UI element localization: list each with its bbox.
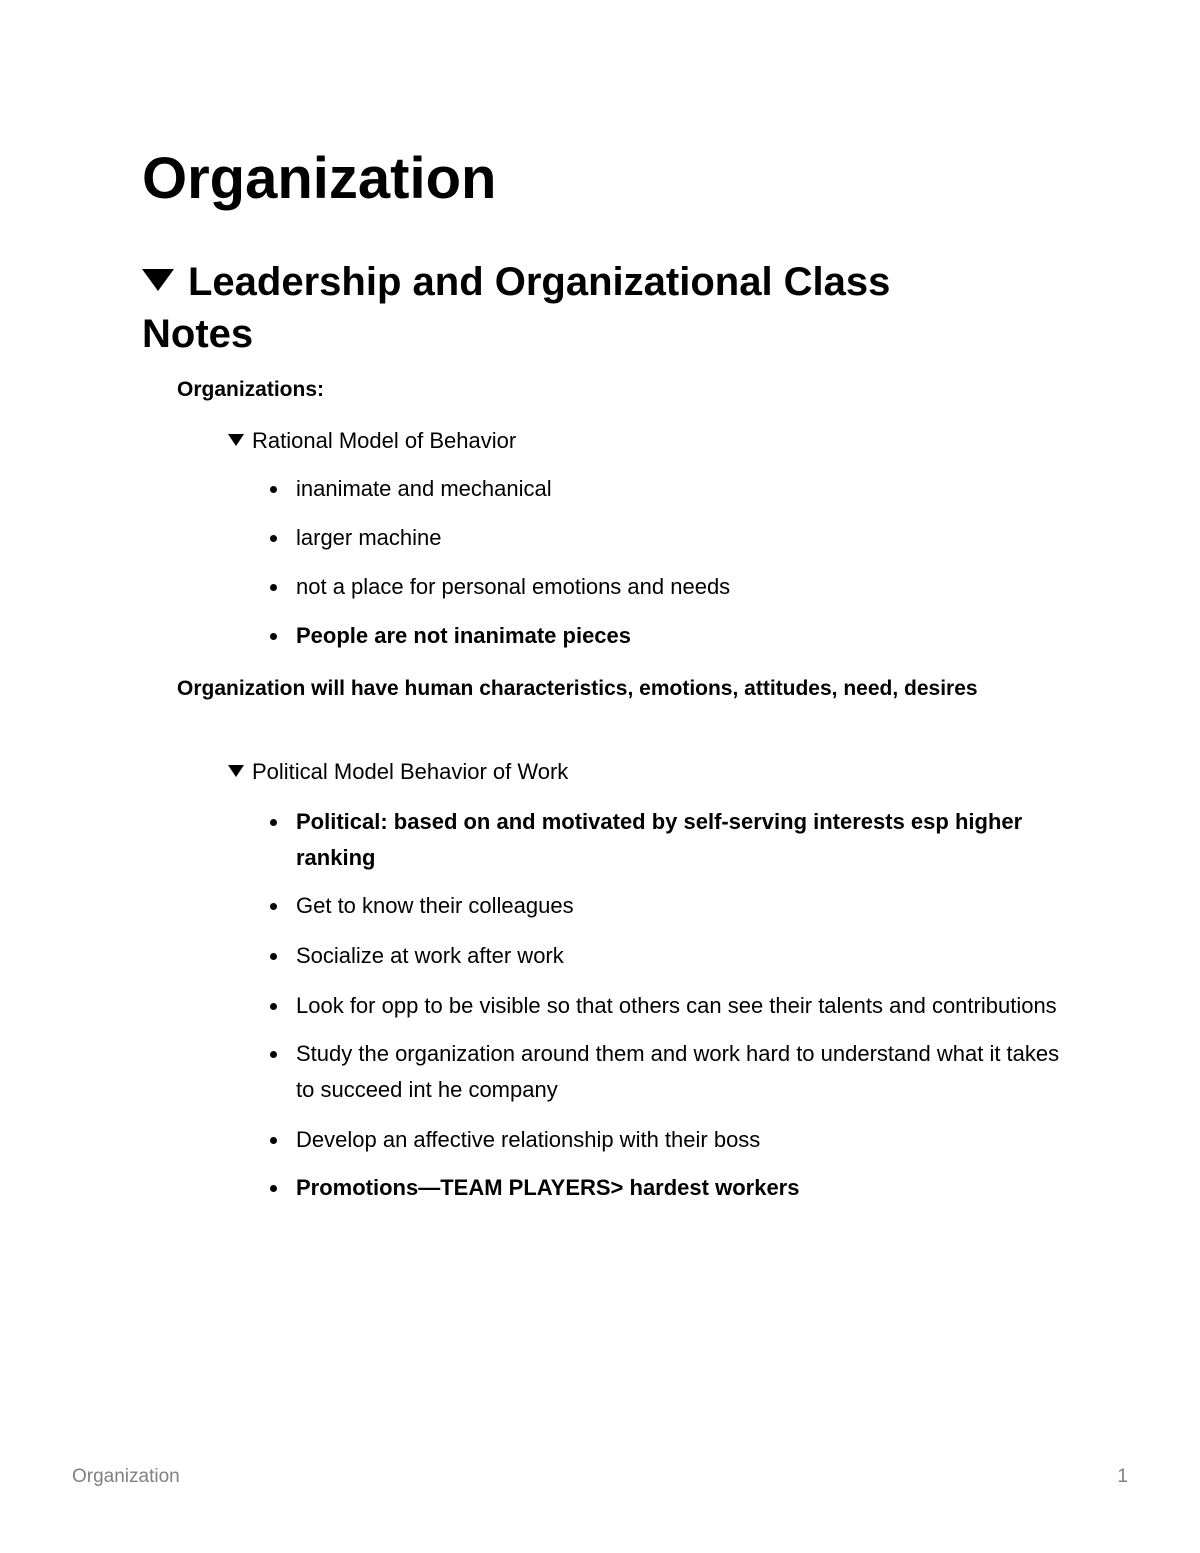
political-model-toggle[interactable] (228, 757, 568, 787)
list-item: larger machine (268, 520, 1068, 556)
bullet-icon (270, 1185, 277, 1192)
toggle-triangle-icon[interactable] (142, 269, 174, 291)
list-item: People are not inanimate pieces (268, 618, 1068, 654)
organization-paragraph: Organization will have human characteristics, emotions, attitudes, need, desires (177, 677, 978, 700)
list-item: Promotions—TEAM PLAYERS> hardest workers (268, 1170, 1068, 1206)
list-item: Develop an affective relationship with their boss (268, 1122, 1068, 1158)
section-heading-text: Leadership and Organizational Class Notes (142, 260, 891, 356)
list-item: not a place for personal emotions and needs (268, 569, 1068, 605)
bullet-icon (270, 1051, 277, 1058)
organizations-label: Organizations: (177, 378, 325, 401)
bullet-icon (270, 1003, 277, 1010)
list-item: Look for opp to be visible so that others can see their talents and contributions (268, 988, 1068, 1024)
political-model-title: Political Model Behavior of Work (252, 759, 569, 784)
section-toggle-heading[interactable] (142, 256, 1002, 360)
page-title: Organization (142, 146, 497, 211)
bullet-icon (270, 486, 277, 493)
bullet-icon (270, 903, 277, 910)
footer-page-number: 1 (1117, 1466, 1128, 1487)
list-item: Political: based on and motivated by self-serving interests esp higher ranking (268, 804, 1068, 876)
rational-model-list (268, 471, 1068, 654)
bullet-icon (270, 535, 277, 542)
toggle-triangle-icon[interactable] (228, 434, 244, 446)
bullet-icon (270, 953, 277, 960)
rational-model-title: Rational Model of Behavior (252, 428, 517, 453)
list-item: Study the organization around them and work hard to understand what it takes to succeed int he company (268, 1036, 1068, 1108)
political-model-list (268, 804, 1068, 1206)
footer-title: Organization (72, 1466, 180, 1487)
list-item: inanimate and mechanical (268, 471, 1068, 507)
rational-model-toggle[interactable] (228, 426, 516, 456)
bullet-icon (270, 1137, 277, 1144)
bullet-icon (270, 819, 277, 826)
bullet-icon (270, 584, 277, 591)
bullet-icon (270, 633, 277, 640)
list-item: Get to know their colleagues (268, 888, 1068, 924)
toggle-triangle-icon[interactable] (228, 765, 244, 777)
list-item: Socialize at work after work (268, 938, 1068, 974)
